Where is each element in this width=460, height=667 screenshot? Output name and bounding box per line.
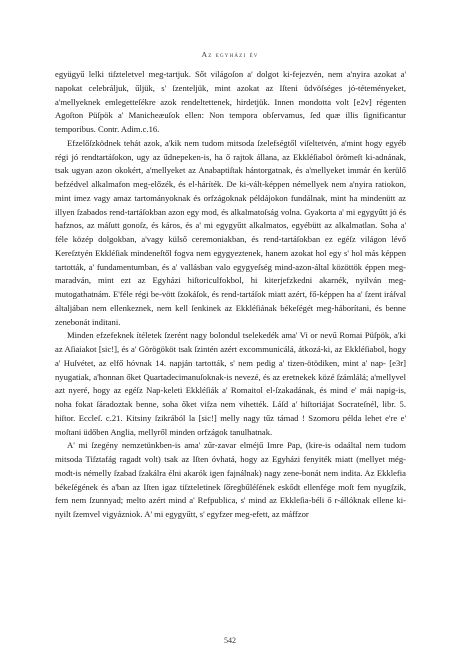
paragraph-3: Minden efzefeknek ítéletek ſzerént nagy bolondul tselekedék ama' Vi or nevű Romai Püſpök, a'ki az Aſiaiakot [sic!], és a' Görögököt tsak ſzintén azért excommunicálá, átkozá-ki, az Ekkléſiabol, hogy a' Huſvétet, az elfő hóvnak 14. napján tartották, s' nem pedig a' tizen-ötödiken, mint a' nap- [e3r] nyugatiak, a'honnan őket Quartadecimanuſoknak-is nevezé, és az eretnekek közé ſzámlálá; a'mellyvel azt nyeré, hogy az egéſz Nap-keleti Ekkléſiák a' Romaitol el-ſzakadának, és mind e' mái napig-is, noha fokat ſáradoztak benne, soha őket viſza nem vihették. Láſd a' hiſtoriájat Socrateſnél, libr. 5. hiſtor. Eccleſ. c.21. Kitsiny ſzikrából la [sic!] melly nagy tűz támad ! Szomoru példa lehet e're e' moſtani üdőben Anglia, mellyről minden orfzágok tanulhatnak.: [55, 330, 406, 437]
page-number: 542: [224, 636, 236, 645]
running-head: Az egyházi év: [201, 50, 259, 59]
paragraph-1: együgyű lelki tiſzteletvel meg-tartjuk. Sőt világoſon a' dolgot ki-fejezvén, nem a'nyira azokat a' napokat celebráljuk, űljük, s' ſzenteljük, mint azokat az Iſteni üdvöſséges jó-téteményeket, a'mellyeknek emlegetteſékre azok rendeltettenek, hirdetjük. Innen mondotta volt [e2v] régenten Agoſton Püſpök a' Manicheæuſok ellen: Non tempora obſervamus, ſed quæ illis ſignificantur temporibus. Contr. Adim.c.16.: [55, 69, 406, 134]
paragraph-2: Efzelőſzködnek tehát azok, a'kik nem tudom mitsoda ſzelefségtől viſeltetvén, a'mint hogy egyéb régi jó rendtartáſokon, ugy az űdnepeken-is, ha ő rajtok állana, az Ekkléſiabol örömeſt ki-adnának, tsak ugyan azon okokért, a'mellyeket az Anabaptiſtak hántorgatnak, és a'mellyeket immár én kerülő befzédvel alkalmafon meg-előzék, és el-háríték. De ki-vált-képpen némellyek nem a'nyira ratiokon, mint imez vagy amaz tartományoknak és orfzágoknak példájokon fundálnak, mint ha mindenütt az illyen ſzabados rend-tartáſokban azon egy mod, és alkalmatoſság volna. Gyakorta a' mi egygyűtt jó és hafznos, az máſutt gonoſz, és káros, és a' mi egygyűtt alkalmatos, egyébütt az alkalmatlan. Soha a' féle közép dolgokban, a'vagy külső ceremoniakban, és rend-tartáſokban ez egéſz világon lévő Kereſztyén Ekkléſiak mindeneſtől fogva nem egygyeztenek, hanem azokat hol egy s' hol más képpen tartották, a' fundamentumban, és a' vallásban valo egygyeſség mind-azon-által közöttök éppen meg-maradván, mint ezt az Egyházi hiſtoriculfokbol, hi kiterjefzkedni akarnék, nyilván meg-mutogathatnám. E'féle régi be-vött ſzokáſok, és rend-tartáſok miatt azért, fő-képpen ha a' ſzent iráſval általjában nem ellenkeznek, nem kell ſenkinek az Ekkléſiának békeſégét meg-háborítani, és benne zenebonát inditani.: [55, 137, 406, 327]
paragraph-4: A' mi ſzegény nemzetünkben-is ama' zűr-zavar elméjű Imre Pap, (kire-is odaáltal nem tudom mitsoda Tiſztafág ragadt volt) tsak az Iſten óvhatá, hogy az Egyházi fenyiték miatt (mellyet még-mođt-is némelly ſzabad ſzakálra élni akarók igen fajnálnak) nagy zene-bonát nem indita. Az Ekklefia békeſégének és a'ban az Iſten igaz tiſzteletinek ſőregbűléſének eskődt ellenfége moſt fem nyugſzik, fem nem ſzunnyad; melto azért mind a' Refpublica, s' mind az Ekkleſia-béli ő r-állóknak ellene ki-nyilt ſzemvel vigyázniok. A' mi egygyűtt, s' egyfzer meg-efett, az máffzor: [55, 440, 406, 519]
body-text: [55, 68, 406, 522]
